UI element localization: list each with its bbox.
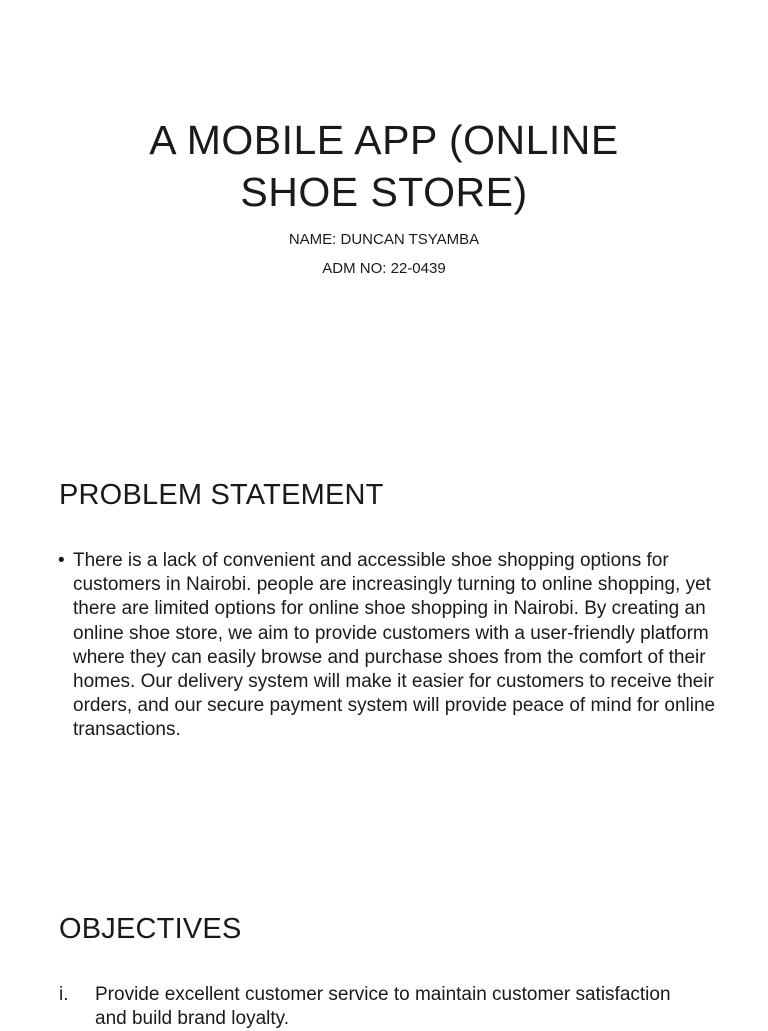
problem-statement-heading: PROBLEM STATEMENT bbox=[59, 479, 384, 511]
bullet-marker: • bbox=[58, 550, 65, 571]
author-name: NAME: DUNCAN TSYAMBA bbox=[288, 231, 480, 248]
problem-statement-text: There is a lack of convenient and accessible shoe shopping options for customers in Nairobi. people are increasingly turning to online shopping, yet there are limited options for online shoe shopping in Nairobi. By creating an online shoe store, we aim to provide customers with a user-friendly platform where they can easily browse and purchase shoes from the comfort of their homes. Our delivery system will make it easier for customers to receive their orders, and our secure payment system will provide peace of mind for online transactions. bbox=[73, 550, 716, 741]
title-line-2: SHOE STORE) bbox=[240, 169, 528, 215]
problem-statement-bullet bbox=[58, 549, 718, 743]
objectives-heading: OBJECTIVES bbox=[59, 913, 242, 945]
objective-text: Provide excellent customer service to maintain customer satisfaction and build brand loyalty. bbox=[95, 984, 671, 1030]
objective-number: i. bbox=[59, 984, 69, 1005]
slide-title bbox=[0, 114, 768, 218]
admission-number: ADM NO: 22-0439 bbox=[322, 260, 446, 277]
title-line-1: A MOBILE APP (ONLINE bbox=[149, 117, 619, 163]
